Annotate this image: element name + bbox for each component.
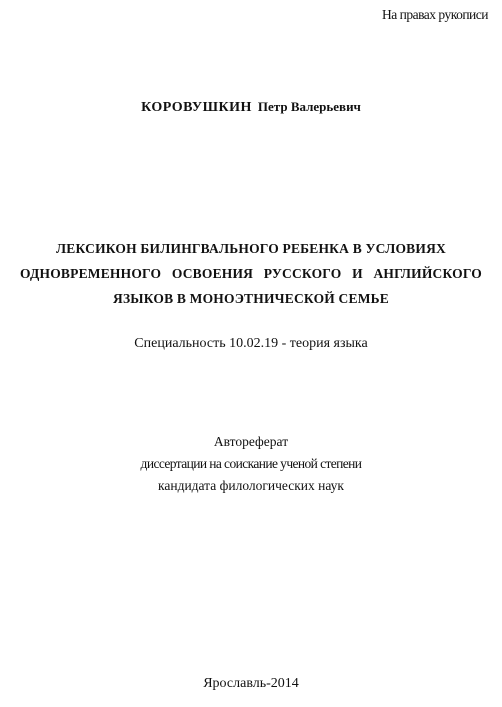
- manuscript-note: На правах рукописи: [381, 7, 488, 22]
- abstract-line-1: Автореферат: [213, 434, 289, 449]
- abstract-line-3: кандидата филологических наук: [158, 478, 344, 493]
- title-line-1: ЛЕКСИКОН БИЛИНГВАЛЬНОГО РЕБЕНКА В УСЛОВИЯХ: [56, 241, 446, 256]
- city-year: Ярославль-2014: [203, 676, 299, 691]
- dissertation-title: [20, 236, 482, 311]
- title-line-2: ОДНОВРЕМЕННОГО ОСВОЕНИЯ РУССКОГО И АНГЛИЙСКОГО: [20, 266, 482, 281]
- author-name: [0, 99, 502, 116]
- abstract-description: [0, 431, 502, 497]
- abstract-line-2: диссертации на соискание ученой степени: [140, 456, 362, 471]
- author-given-names: Петр Валерьевич: [257, 99, 361, 114]
- title-line-3: ЯЗЫКОВ В МОНОЭТНИЧЕСКОЙ СЕМЬЕ: [113, 291, 389, 306]
- author-surname: КОРОВУШКИН: [141, 100, 252, 115]
- specialty-line: Специальность 10.02.19 - теория языка: [134, 336, 368, 351]
